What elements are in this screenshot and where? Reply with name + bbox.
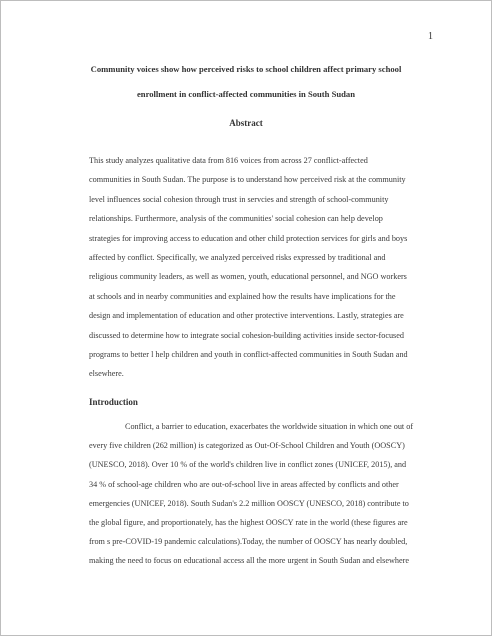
abstract-line: at schools and in nearby communities and explained how the results have implications for the bbox=[89, 291, 396, 301]
abstract-line: programs to better l help children and youth in conflict-affected communities in South Sudan and bbox=[89, 350, 408, 360]
abstract-line: religious community leaders, as well as women, youth, educational personnel, and NGO workers bbox=[89, 272, 407, 282]
intro-line: every five children (262 million) is categorized as Out-Of-School Children and Youth (OOSCY) bbox=[89, 441, 405, 451]
abstract-line: This study analyzes qualitative data from 816 voices from across 27 conflict-affected bbox=[89, 156, 368, 165]
intro-line: emergencies (UNICEF, 2018). South Sudan's 2.2 million OOSCY (UNESCO, 2018) contribute to bbox=[89, 498, 409, 508]
intro-line: making the need to focus on educational access all the more urgent in South Sudan and elsewhere bbox=[89, 556, 409, 566]
abstract-line: affected by conflict. Specifically, we analyzed perceived risks expressed by traditional and bbox=[89, 253, 386, 263]
abstract-heading: Abstract bbox=[229, 118, 263, 128]
intro-line: 34 % of school-age children who are out-of-school live in areas affected by conflicts and other bbox=[89, 479, 399, 489]
intro-line: from s pre-COVID-19 pandemic calculations).Today, the number of OOSCY has nearly doubled, bbox=[89, 537, 408, 547]
title-line: Community voices show how perceived risks to school children affect primary school bbox=[90, 64, 402, 74]
introduction-heading: Introduction bbox=[89, 397, 138, 407]
intro-line: (UNESCO, 2018). Over 10 % of the world's children live in conflict zones (UNICEF, 2015), and bbox=[89, 460, 407, 470]
intro-line: the global figure, and proportionately, has the highest OOSCY rate in the world (these figures are bbox=[89, 518, 408, 528]
abstract-line: strategies for improving access to education and other child protection services for girls and boys bbox=[89, 233, 408, 243]
paper-title bbox=[71, 57, 421, 107]
abstract-line: elsewhere. bbox=[89, 369, 124, 379]
abstract-line: discussed to determine how to integrate social cohesion-building activities inside sector-focused bbox=[89, 330, 404, 340]
abstract-line: communities in South Sudan. The purpose is to understand how perceived risk at the community bbox=[89, 175, 406, 185]
page-number: 1 bbox=[428, 31, 433, 42]
introduction-body bbox=[89, 417, 439, 571]
intro-line: Conflict, a barrier to education, exacerbates the worldwide situation in which one out of bbox=[125, 422, 414, 431]
abstract-line: relationships. Furthermore, analysis of the communities' social cohesion can help develop bbox=[89, 214, 383, 224]
abstract-body bbox=[89, 151, 429, 384]
title-line: enrollment in conflict-affected communities in South Sudan bbox=[136, 89, 356, 99]
abstract-line: level influences social cohesion through trust in servcies and strength of school-community bbox=[89, 194, 389, 204]
abstract-line: design and implementation of education and other protective interventions. Lastly, strategies are bbox=[89, 311, 404, 321]
